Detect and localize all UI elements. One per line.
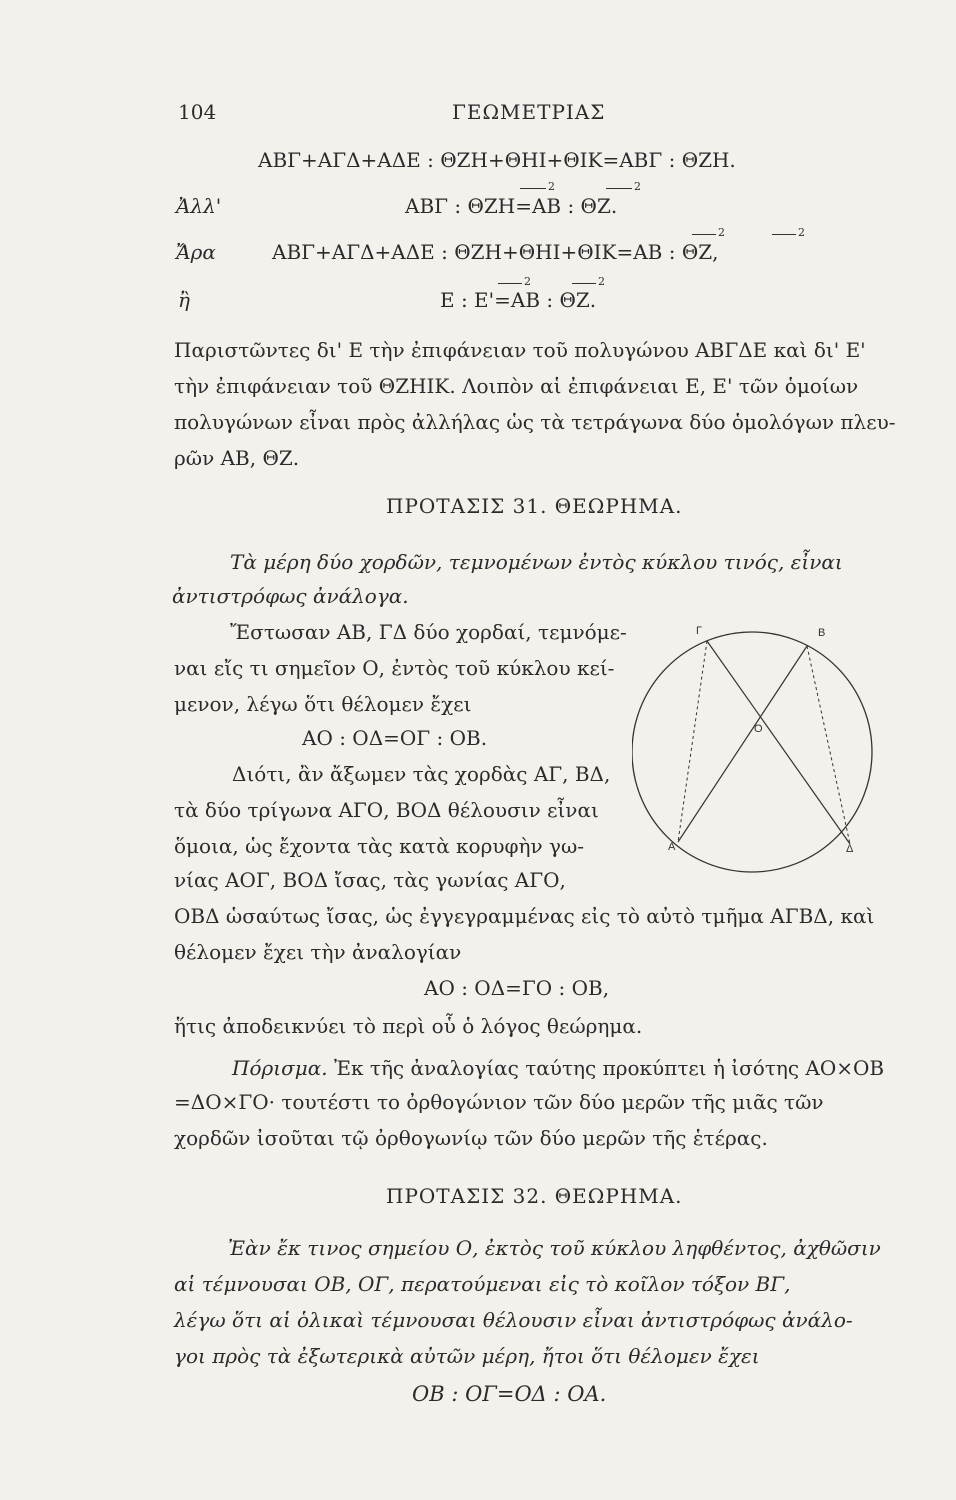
formula-1: ΑΟ : ΟΔ=ΟΓ : ΟΒ.: [302, 726, 488, 750]
label-a: Α: [668, 841, 676, 853]
exponent: 2: [524, 275, 531, 288]
label-delta: Δ: [846, 843, 854, 855]
circle: [632, 632, 872, 872]
exponent: 2: [634, 180, 641, 193]
overline: [520, 188, 546, 189]
equation-3: ΑΒΓ+ΑΓΔ+ΑΔΕ : ΘΖΗ+ΘΗΙ+ΘΙΚ=ΑΒ : ΘΖ,: [272, 240, 719, 264]
overline: [606, 188, 632, 189]
overline: [692, 234, 716, 235]
proposition-32-statement: Ἐὰν ἔκ τινος σημείου Ο, ἐκτὸς τοῦ κύκλου ληφθέντος, ἀχθῶσιν: [228, 1236, 881, 1260]
proof-line: τὰ δύο τρίγωνα ΑΓΟ, ΒΟΔ θέλουσιν εἶναι: [174, 798, 599, 822]
proposition-31-statement: ἀντιστρόφως ἀνάλογα.: [172, 584, 409, 608]
equation-2: ΑΒΓ : ΘΖΗ=ΑΒ : ΘΖ.: [405, 194, 618, 218]
paragraph-line: Παριστῶντες δι' Ε τὴν ἐπιφάνειαν τοῦ πολυγώνου ΑΒΓΔΕ καὶ δι' Ε': [174, 338, 866, 362]
overline: [572, 283, 596, 284]
overline: [772, 234, 796, 235]
label-o: Ο: [754, 723, 763, 735]
proposition-32-statement: αἱ τέμνουσαι ΟΒ, ΟΓ, περατούμεναι εἰς τὸ κοῖλον τόξον ΒΓ,: [174, 1272, 791, 1296]
proof-line: Ἔστωσαν ΑΒ, ΓΔ δύο χορδαί, τεμνόμε-: [230, 620, 627, 644]
running-title: ΓΕΩΜΕΤΡΙΑΣ: [452, 100, 606, 124]
proof-line: ὅμοια, ὡς ἔχοντα τὰς κατὰ κορυφὴν γω-: [174, 834, 585, 858]
formula-2: ΑΟ : ΟΔ=ΓΟ : ΟΒ,: [424, 976, 610, 1000]
chord-a-b: [678, 646, 807, 842]
overline: [498, 283, 522, 284]
equation-3-label: Ἄρα: [176, 240, 216, 264]
proof-line: μενον, λέγω ὅτι θέλομεν ἔχει: [174, 692, 472, 716]
equation-4: Ε : Ε'=ΑΒ : ΘΖ.: [440, 288, 597, 312]
proof-line: νίας ΑΟΓ, ΒΟΔ ἴσας, τὰς γωνίας ΑΓΟ,: [174, 868, 566, 892]
equation-2-label: Ἀλλ': [176, 194, 222, 218]
proof-line: ναι εἴς τι σημεῖον Ο, ἐντὸς τοῦ κύκλου κεί-: [174, 656, 615, 680]
proposition-31-statement: Τὰ μέρη δύο χορδῶν, τεμνομένων ἐντὸς κύκλου τινός, εἶναι: [230, 550, 843, 574]
corollary-label: Πόρισμα.: [232, 1056, 328, 1080]
corollary-text: Ἐκ τῆς ἀναλογίας ταύτης προκύπτει ἡ ἰσότης ΑΟ×ΟΒ: [327, 1056, 885, 1080]
equation-4-label: ἢ: [178, 288, 190, 312]
proof-line: Διότι, ἂν ἄξωμεν τὰς χορδὰς ΑΓ, ΒΔ,: [232, 762, 611, 786]
exponent: 2: [548, 180, 555, 193]
proposition-32-formula: ΟΒ : ΟΓ=ΟΔ : ΟΑ.: [412, 1382, 607, 1406]
proof-line: θέλομεν ἔχει τὴν ἀναλογίαν: [174, 940, 462, 964]
label-gamma: Γ: [696, 625, 703, 637]
proposition-32-statement: λέγω ὅτι αἱ ὁλικαὶ τέμνουσαι θέλουσιν εἶναι ἀντιστρόφως ἀνάλο-: [174, 1308, 853, 1332]
proposition-32-statement: γοι πρὸς τὰ ἐξωτερικὰ αὐτῶν μέρη, ἤτοι ὅτι θέλομεν ἔχει: [174, 1344, 760, 1368]
exponent: 2: [598, 275, 605, 288]
paragraph-line: τὴν ἐπιφάνειαν τοῦ ΘΖΗΙΚ. Λοιπὸν αἱ ἐπιφάνειαι Ε, Ε' τῶν ὁμοίων: [174, 374, 859, 398]
chord-a-gamma: [678, 641, 707, 842]
corollary-line: =ΔΟ×ΓΟ· τουτέστι το ὀρθογώνιον τῶν δύο μερῶν τῆς μιᾶς τῶν: [174, 1090, 824, 1114]
chord-gamma-delta: [707, 641, 850, 844]
exponent: 2: [798, 226, 805, 239]
paragraph-line: ρῶν ΑΒ, ΘΖ.: [174, 446, 300, 470]
paragraph-line: πολυγώνων εἶναι πρὸς ἀλλήλας ὡς τὰ τετράγωνα δύο ὁμολόγων πλευ-: [174, 410, 896, 434]
proposition-31-heading: ΠΡΟΤΑΣΙΣ 31. ΘΕΩΡΗΜΑ.: [386, 494, 683, 518]
conclusion-line: ἥτις ἀποδεικνύει τὸ περὶ οὗ ὁ λόγος θεώρημα.: [174, 1014, 643, 1038]
page-number: 104: [178, 100, 217, 124]
proof-line: ΟΒΔ ὡσαύτως ἴσας, ὡς ἐγγεγραμμένας εἰς τὸ αὐτὸ τμῆμα ΑΓΒΔ, καὶ: [174, 904, 875, 928]
equation-1: ΑΒΓ+ΑΓΔ+ΑΔΕ : ΘΖΗ+ΘΗΙ+ΘΙΚ=ΑΒΓ : ΘΖΗ.: [258, 148, 736, 172]
exponent: 2: [718, 226, 725, 239]
corollary-line: [232, 1056, 884, 1080]
label-b: Β: [818, 627, 826, 639]
proposition-32-heading: ΠΡΟΤΑΣΙΣ 32. ΘΕΩΡΗΜΑ.: [386, 1184, 683, 1208]
corollary-line: χορδῶν ἰσοῦται τῷ ὀρθογωνίῳ τῶν δύο μερῶν τῆς ἑτέρας.: [174, 1126, 768, 1150]
chord-diagram: [632, 614, 882, 894]
